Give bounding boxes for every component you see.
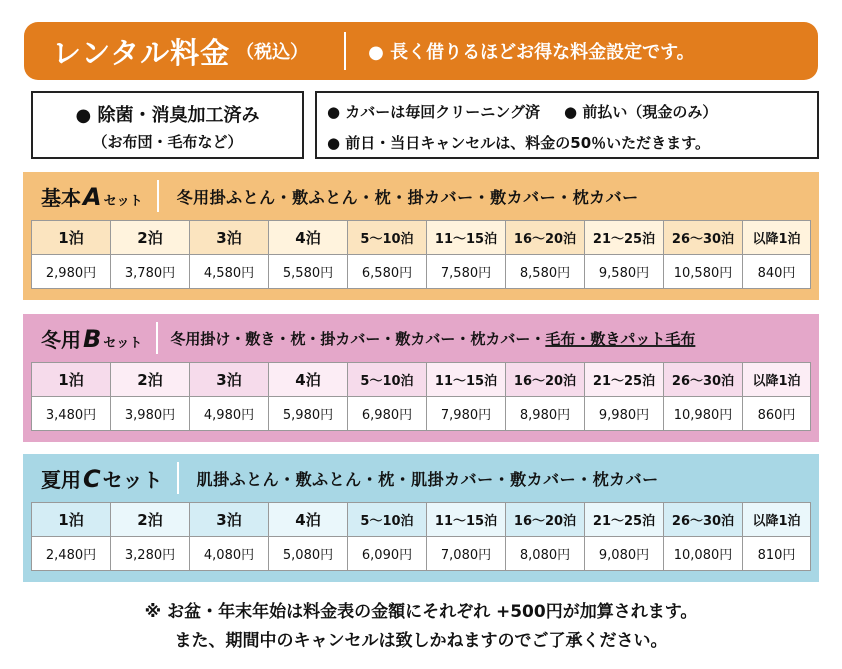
set-a-section [23,172,819,300]
price-cell: 7,080円 [427,537,506,571]
banner-note: ● 長く借りるほどお得な料金設定です。 [368,42,695,63]
price-cell: 4,980円 [190,397,269,431]
duration-cell: 21～25泊 [585,363,664,397]
title-banner [24,22,818,80]
price-cell: 4,580円 [190,255,269,289]
price-cell: 3,980円 [111,397,190,431]
duration-cell: 4泊 [269,503,348,537]
price-cell: 2,980円 [32,255,111,289]
holiday-cancel-note: また、期間中のキャンセルは致しかねますのでご了承ください。 [174,631,668,651]
set-b-price-table [31,362,811,431]
price-cell: 9,580円 [585,255,664,289]
duration-cell: 26～30泊 [664,221,743,255]
price-cell: 5,080円 [269,537,348,571]
duration-cell: 26～30泊 [664,503,743,537]
hygiene-info-box [31,91,304,159]
price-cell: 5,980円 [269,397,348,431]
price-cell: 3,280円 [111,537,190,571]
price-cell: 4,080円 [190,537,269,571]
set-c-divider [177,462,179,494]
duration-cell: 11～15泊 [427,221,506,255]
set-b-divider [156,322,158,354]
price-cell: 10,580円 [664,255,743,289]
duration-cell: 2泊 [111,363,190,397]
set-c-section [23,454,819,582]
price-cell: 6,980円 [348,397,427,431]
duration-cell: 3泊 [190,221,269,255]
set-c-price-table [31,502,811,571]
hygiene-subline: （お布団・毛布など） [92,133,243,151]
duration-cell: 4泊 [269,221,348,255]
duration-cell: 5～10泊 [348,221,427,255]
price-cell: 9,980円 [585,397,664,431]
duration-cell: 2泊 [111,221,190,255]
price-cell: 8,980円 [506,397,585,431]
price-cell: 840円 [743,255,811,289]
duration-cell: 1泊 [32,363,111,397]
prepayment-note: ● 前払い（現金のみ） [564,103,718,121]
price-cell: 6,580円 [348,255,427,289]
duration-cell: 2泊 [111,503,190,537]
duration-cell: 以降1泊 [743,503,811,537]
set-c-name: 夏用C セット [41,464,163,493]
duration-cell: 以降1泊 [743,363,811,397]
price-cell: 9,080円 [585,537,664,571]
set-a-price-table [31,220,811,289]
table-price-row [32,397,811,431]
price-cell: 10,980円 [664,397,743,431]
price-cell: 810円 [743,537,811,571]
price-cell: 8,580円 [506,255,585,289]
page-title: レンタル料金 [52,35,231,70]
duration-cell: 3泊 [190,363,269,397]
set-b-section [23,314,819,442]
set-b-name: 冬用B セット [41,324,143,353]
duration-cell: 4泊 [269,363,348,397]
price-cell: 6,090円 [348,537,427,571]
duration-cell: 以降1泊 [743,221,811,255]
table-price-row [32,537,811,571]
table-header-row [32,363,811,397]
set-a-name: 基本A セット [41,182,143,211]
duration-cell: 16～20泊 [506,503,585,537]
policy-info-box [315,91,819,159]
duration-cell: 11～15泊 [427,363,506,397]
cover-cleaning-note: ● カバーは毎回クリーニング済 [327,103,541,121]
set-b-items: 冬用掛け・敷き・枕・掛カバー・敷カバー・枕カバー・毛布・敷きパット毛布 [170,329,696,348]
duration-cell: 3泊 [190,503,269,537]
hygiene-line: ● 除菌・消臭加工済み [75,105,260,126]
duration-cell: 16～20泊 [506,221,585,255]
set-b-items-highlight: 毛布・敷きパット毛布 [545,329,696,348]
price-cell: 8,080円 [506,537,585,571]
banner-divider [344,32,346,70]
duration-cell: 5～10泊 [348,363,427,397]
tax-note: （税込） [236,42,309,63]
duration-cell: 21～25泊 [585,221,664,255]
price-cell: 3,480円 [32,397,111,431]
duration-cell: 1泊 [32,503,111,537]
duration-cell: 1泊 [32,221,111,255]
duration-cell: 21～25泊 [585,503,664,537]
duration-cell: 5～10泊 [348,503,427,537]
set-a-items: 冬用掛ふとん・敷ふとん・枕・掛カバー・敷カバー・枕カバー [176,187,639,207]
table-header-row [32,221,811,255]
duration-cell: 26～30泊 [664,363,743,397]
price-cell: 860円 [743,397,811,431]
price-cell: 2,480円 [32,537,111,571]
set-a-divider [157,180,159,212]
price-cell: 5,580円 [269,255,348,289]
cancellation-note: ● 前日・当日キャンセルは、料金の50％いただきます。 [327,134,710,152]
price-cell: 10,080円 [664,537,743,571]
duration-cell: 16～20泊 [506,363,585,397]
price-cell: 7,980円 [427,397,506,431]
table-header-row [32,503,811,537]
price-cell: 3,780円 [111,255,190,289]
table-price-row [32,255,811,289]
price-cell: 7,580円 [427,255,506,289]
set-c-items: 肌掛ふとん・敷ふとん・枕・肌掛カバー・敷カバー・枕カバー [196,469,659,489]
holiday-surcharge-note: ※ お盆・年末年始は料金表の金額にそれぞれ +500円が加算されます。 [144,602,698,622]
duration-cell: 11～15泊 [427,503,506,537]
